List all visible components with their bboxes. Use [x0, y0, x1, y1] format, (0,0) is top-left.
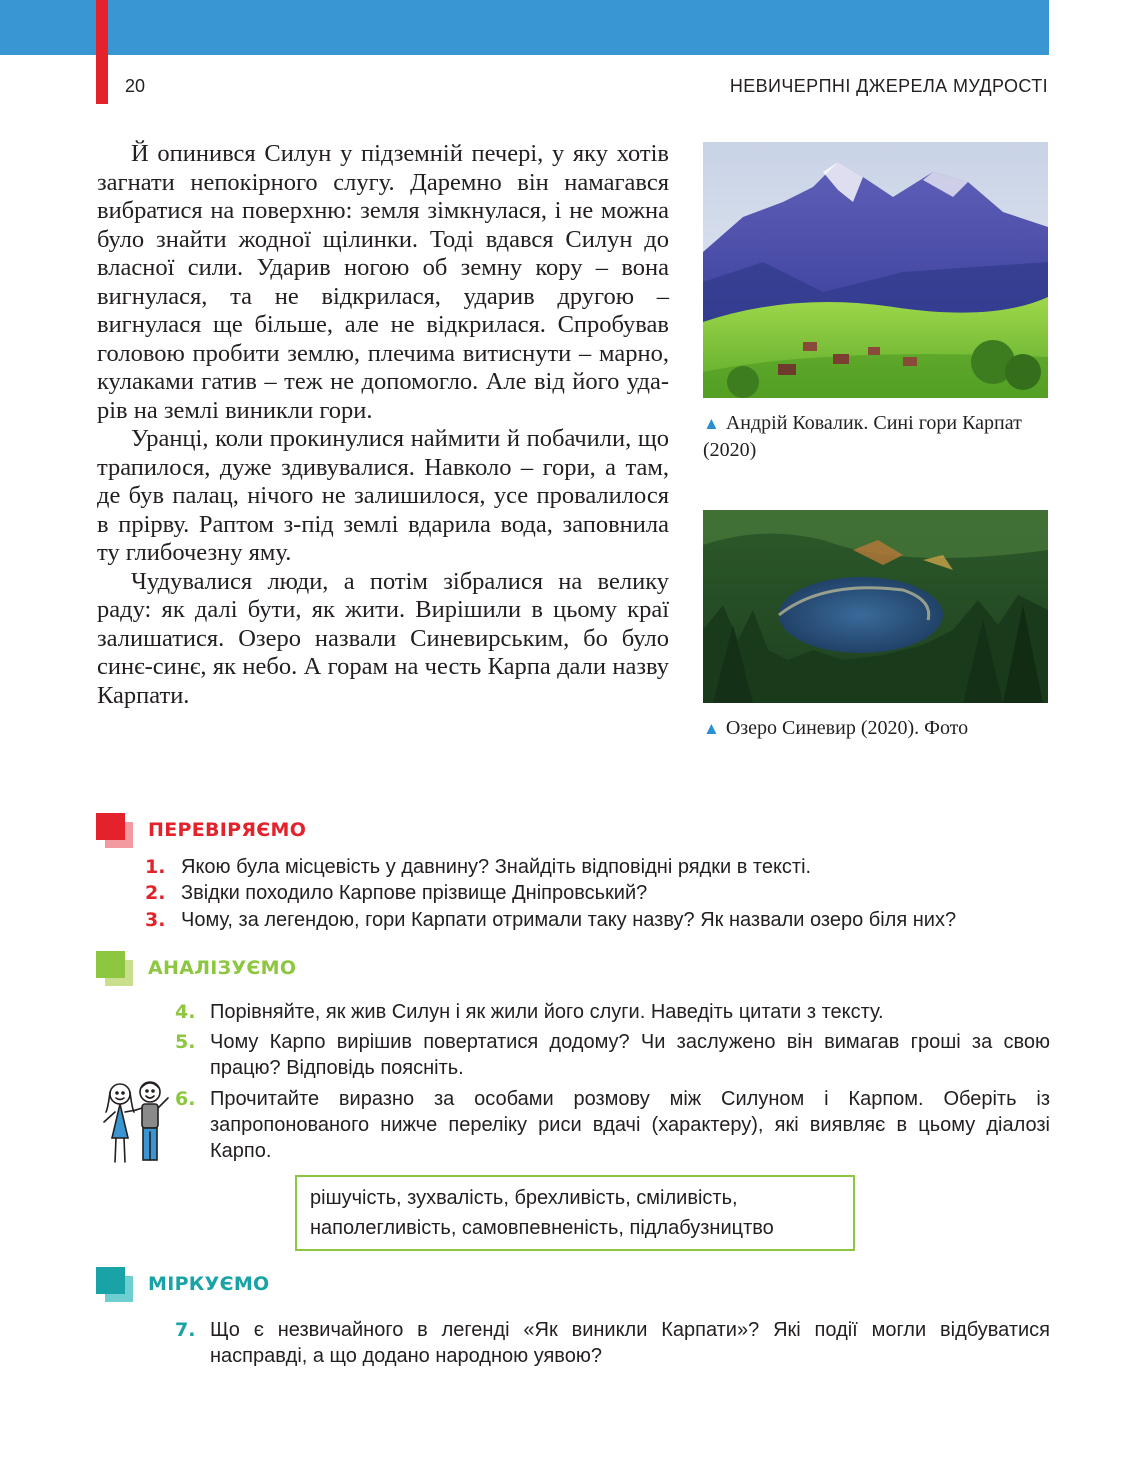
question-item [175, 1086, 1050, 1164]
question-item [175, 1029, 1050, 1081]
question-text: Чому Карпо вирішив повертатися додому? Чи заслужено він вимагав гроші за свою працю? Відповідь поясніть. [210, 1031, 1050, 1079]
question-number: 4. [175, 1001, 196, 1023]
question-text: Звідки походило Карпове прізвище Дніпровський? [181, 882, 648, 904]
question-text: Що є незвичайного в легенді «Як виникли Карпати»? Які події могли відбуватися насправді, а що додано народною уявою? [210, 1319, 1050, 1367]
question-number: 3. [145, 909, 166, 931]
traits-line: рішучість, зухвалість, брехливість, сміливість, [310, 1187, 738, 1209]
section-header-reasoning [96, 1267, 496, 1303]
section-header-checking [96, 813, 496, 849]
traits-box [295, 1175, 855, 1251]
triangle-icon: ▲ [703, 719, 720, 738]
running-title: НЕВИЧЕРПНІ ДЖЕРЕЛА МУДРОСТІ [729, 76, 1048, 96]
section-header-analyzing [96, 951, 496, 987]
story-paragraph: Уранці, коли прокинулися наймити й побачили, що трапилося, дуже здивувалися. Навколо – гори, а там, де був палац, нічого не залишилося, усе провалилося в прірву. Раптом з-під землі вдарила вода, заповнила ту глибочезну яму. [97, 425, 669, 566]
page-number: 20 [125, 76, 146, 96]
section-title: ПЕРЕВІРЯЄМО [148, 819, 307, 841]
section-title: МІРКУЄМО [148, 1273, 270, 1295]
figure-caption: ▲ Озеро Синевир (2020). Фото [703, 717, 969, 739]
section-square-icon [96, 1267, 132, 1303]
header-band [0, 0, 1049, 55]
section-square-icon [96, 813, 132, 849]
question-number: 7. [175, 1319, 196, 1341]
triangle-icon: ▲ [703, 414, 720, 433]
painting-blue-mountains [703, 142, 1048, 398]
photo-lake-synevyr [703, 510, 1048, 703]
question-item [145, 854, 1050, 880]
question-item [145, 880, 1050, 906]
section-square-icon [96, 951, 132, 987]
section-title: АНАЛІЗУЄМО [148, 957, 297, 979]
story-paragraph: Чудувалися люди, а потім зібралися на велику раду: як далі бути, як жити. Вирішили в цьому краї залишатися. Озеро назвали Синевирським, бо було синє-синє, як небо. А горам на честь Карпа дали назву Карпати. [97, 567, 669, 709]
question-text: Якою була місцевість у давнину? Знайдіть відповідні рядки в тексті. [181, 856, 812, 878]
question-text: Порівняйте, як жив Силун і як жили його слуги. Наведіть цитати з тексту. [210, 1001, 884, 1023]
question-item [175, 1317, 1050, 1369]
question-number: 1. [145, 856, 166, 878]
story-paragraph: Й опинився Силун у підземній печері, у яку хотів загнати непокірного слугу. Даремно він намагався вибратися на поверхню: земля зімкнулася, і не можна було знайти жодної щілинки. Тоді вдався Силун до власної сили. Ударив ногою об земну кору – вона вигнулася, та не відкрилася, ударив другою – вигнулася ще більше, але не відкрилася. Спробував головою пробити землю, плечима витиснути – марно, кулаками гатив – теж не допомогло. Але від його ударів на землі виникли гори. [97, 140, 669, 424]
question-number: 6. [175, 1088, 196, 1110]
question-number: 5. [175, 1031, 196, 1053]
figure-caption: ▲ Андрій Ковалик. Сині гори Карпат (2020) [703, 412, 1022, 461]
question-text: Прочитайте виразно за особами розмову між Силуном і Карпом. Оберіть із запропонованого нижче переліку риси вдачі (характеру), які виявляє в цьому діалозі Карпо. [210, 1088, 1050, 1162]
question-item [145, 907, 1050, 933]
kids-illustration-icon [98, 1078, 178, 1168]
accent-bar [96, 0, 108, 104]
question-item [175, 999, 1050, 1025]
question-number: 2. [145, 882, 166, 904]
traits-line: наполегливість, самовпевненість, підлабузництво [310, 1217, 774, 1239]
story-text [97, 140, 669, 710]
question-text: Чому, за легендою, гори Карпати отримали таку назву? Як назвали озеро біля них? [181, 909, 957, 931]
